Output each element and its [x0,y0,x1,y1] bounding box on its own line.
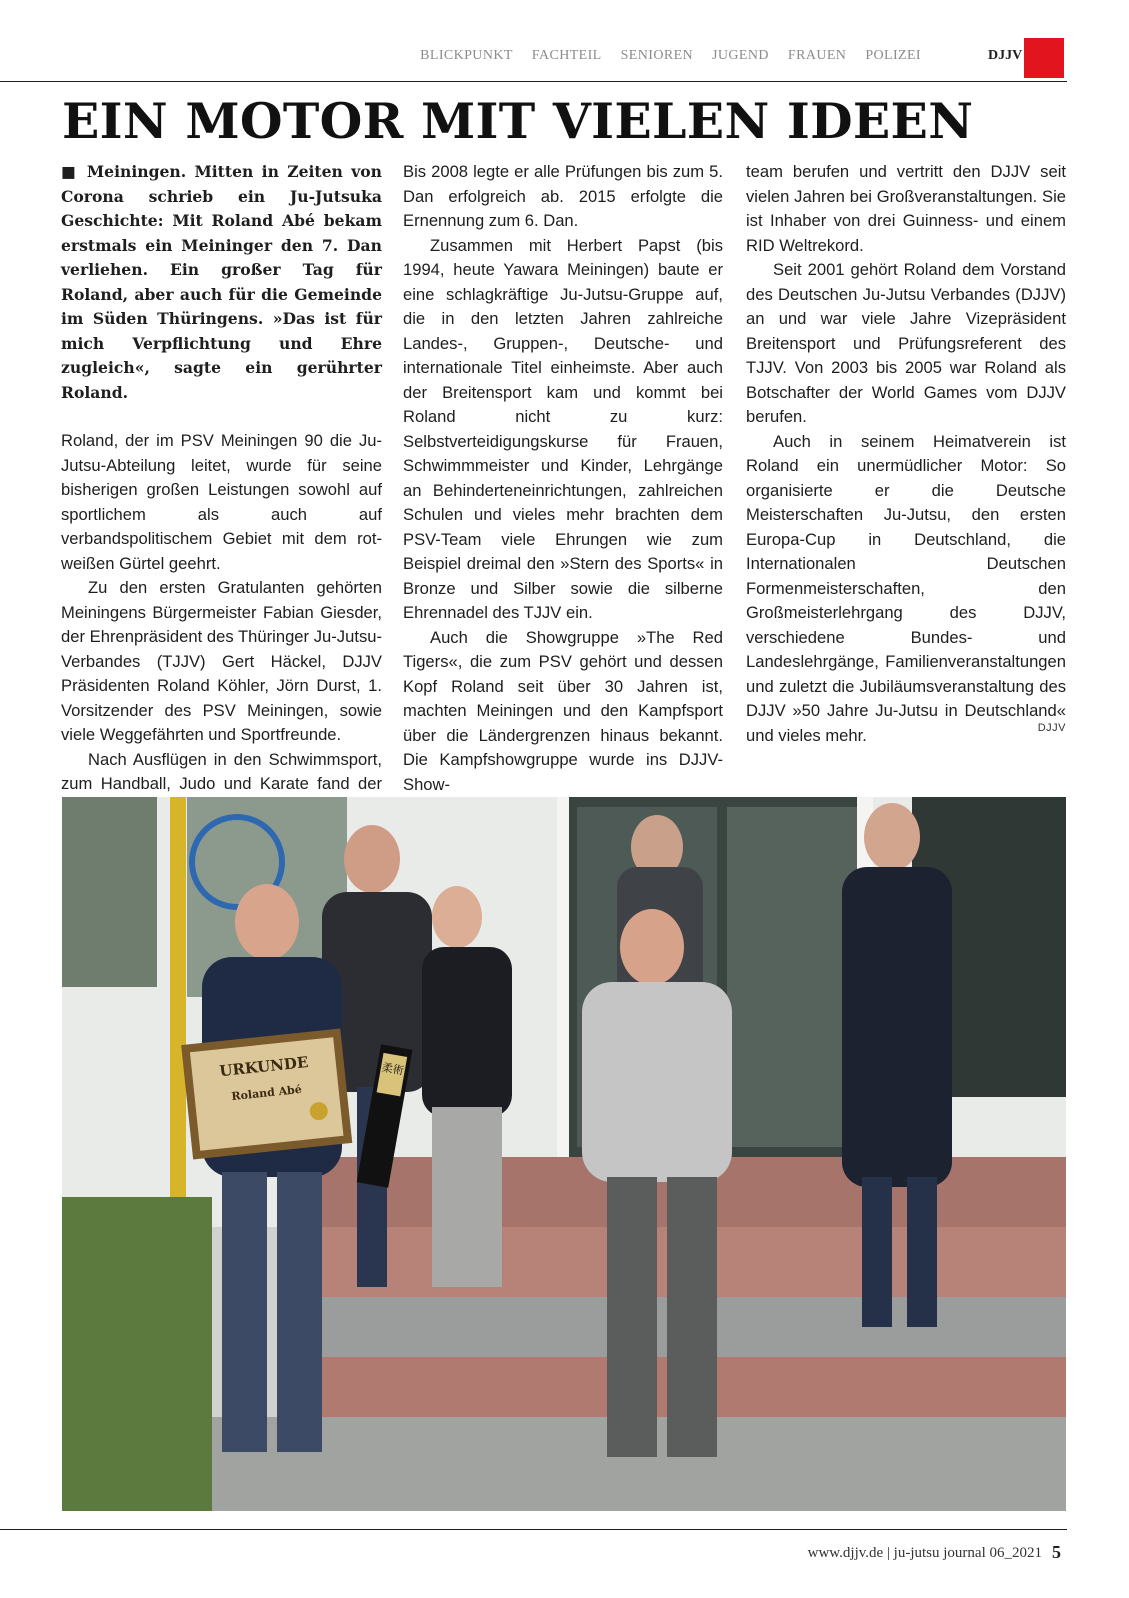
certificate-name: Roland Abé [230,1082,303,1104]
section-nav [420,48,921,64]
paragraph: Roland, der im PSV Meiningen 90 die Ju-Jutsu-Abteilung leitet, wurde für seine bisherigen großen Leistungen sowohl auf sportlichem als auch auf verbandspolitischem Gebiet mit dem rot-weißen Gürtel geehrt. [61,431,382,573]
paragraph: Nach Ausflügen in den Schwimmsport, zum Handball, Judo und Karate fand der [61,749,382,793]
paragraph: team berufen und vertritt den DJJV seit vielen Jahren bei Großveranstaltungen. Sie ist Inhaber von drei Guinness- und einem RID Weltrekord. [746,162,1066,255]
brand-label: DJJV [988,48,1023,63]
header-divider [0,81,1067,82]
article-column-2 [403,160,723,797]
box-kanji: 柔術 [380,1060,405,1078]
nav-item-senioren[interactable]: SENIOREN [620,48,694,63]
paragraph: Seit 2001 gehört Roland dem Vorstand des Deutschen Ju-Jutsu Verbandes (DJJV) an und war viele Jahre Vizepräsident Breitensport und Prüfungsreferent des TJJV. Von 2003 bis 2005 war Roland als Botschafter der World Games vom DJJV berufen. [746,260,1066,426]
page-title: EIN MOTOR MIT VIELEN IDEEN [62,92,974,150]
author-credit: DJJV [1037,722,1066,734]
website-link[interactable]: www.djjv.de [807,1545,884,1561]
certificate-title: URKUNDE [218,1053,310,1081]
nav-item-blickpunkt[interactable]: BLICKPUNKT [420,48,513,63]
paragraph: Auch die Showgruppe »The Red Tigers«, die zum PSV gehört und dessen Kopf Roland seit über 30 Jahren ist, machten Meiningen und den Kampfsport über die Ländergrenzen hinaus bekannt. Die Kampfshowgruppe wurde ins DJJV-Show- [403,627,723,794]
article-column-1 [61,160,382,870]
paragraph: Zu den ersten Gratulanten gehörten Meiningens Bürgermeister Fabian Giesder, der Ehrenpräsident des Thüringer Ju-Jutsu-Verbandes (TJJV) Gert Häckel, DJJV Präsidenten Roland Köhler, Jörn Durst, 1. Vorsitzender des PSV Meiningen, sowie viele Weggefährten und Sportfreunde. [61,578,382,744]
section-marker [1024,38,1064,78]
group-photo [62,797,1066,1511]
paragraph: Zusammen mit Herbert Papst (bis 1994, heute Yawara Meiningen) baute er eine schlagkräftige Ju-Jutsu-Gruppe auf, die in den letzten Jahren zahlreiche Landes-, Gruppen-, Deutsche- und internationale Titel einheimste. Aber auch der Breitensport kam und kommt bei Roland nicht zu kurz: Selbstverteidigungskurse für Frauen, Schwimmmeister und Kinder, Lehrgänge an Behinderteneinrichtungen, zahlreichen Schulen und vieles mehr brachten dem PSV-Team viele Ehrungen wie zum Beispiel dreimal den »Stern des Sports« in Bronze und Silber sowie die silberne Ehrennadel des TJJV ein. [403,235,723,622]
footer-credit [808,1545,1042,1562]
page-number: 5 [1052,1542,1061,1562]
nav-item-frauen[interactable]: FRAUEN [787,48,847,63]
group-photo-illustration [62,797,1066,1511]
paragraph: Auch in seinem Heimatverein ist Roland ein unermüdlicher Motor: So organisierte er die Deutsche Meisterschaften Ju-Jutsu, den ersten Europa-Cup in Deutschland, die Internationalen Deutschen Formenmeisterschaften, den Großmeisterlehrgang des DJJV, verschiedene Bundes- und Landeslehrgänge, Familienveranstaltungen und zuletzt die Jubiläumsveranstaltung des DJJV »50 Jahre Ju-Jutsu in Deutschland« und vieles mehr. [746,431,1066,745]
article-lead: ■ Meiningen. Mitten in Zeiten von Corona schrieb ein Ju-Jutsuka Geschichte: Mit Roland Abé bekam erstmals ein Meininger den 7. Dan verliehen. Ein großer Tag für Roland, aber auch für die Gemeinde im Süden Thüringens. »Das ist für mich Verpflichtung und Ehre zugleich«, sagte ein gerührter Roland. [61,162,382,402]
nav-item-polizei[interactable]: POLIZEI [865,48,921,63]
nav-item-fachteil[interactable]: FACHTEIL [531,48,602,63]
publication-info: | ju-jutsu journal 06_2021 [883,1545,1042,1561]
footer-divider [0,1529,1067,1530]
paragraph: Bis 2008 legte er alle Prüfungen bis zum 5. Dan erfolgreich ab. 2015 erfolgte die Ernennung zum 6. Dan. [403,162,723,230]
article-column-3 [746,160,1066,748]
nav-item-jugend[interactable]: JUGEND [712,48,769,63]
